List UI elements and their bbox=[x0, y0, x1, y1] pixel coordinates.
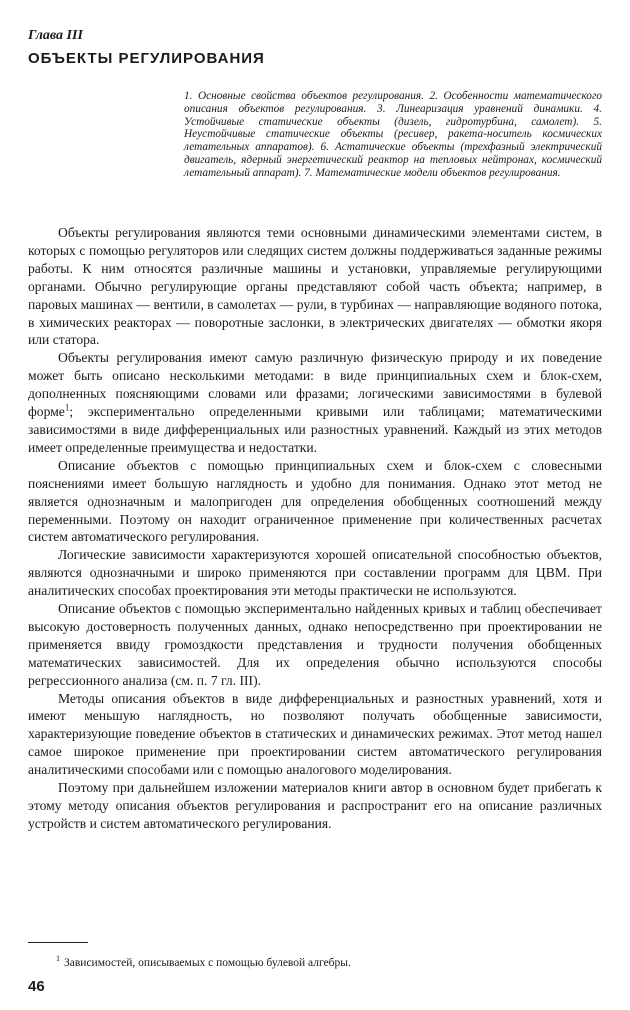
paragraph-4: Логические зависимости характеризуются хорошей описательной способностью объектов, являются однозначными и широко применяются при составлении программ для ЦВМ. При аналитических способах проектирования эти методы практически не используются. bbox=[28, 547, 602, 599]
footnote-reference: 1 bbox=[64, 402, 70, 413]
paragraph-1: Объекты регулирования являются теми основными динамическими элементами систем, в которых с помощью регуляторов или следящих систем должны поддерживаться заданные режимы работы. К ним относятся различные машины и установки, управляемые регулирующими органами. Обычно регулирующие органы представляют собой часть объекта; например, в паровых машинах — вентили, в самолетах — рули, в турбинах — направляющие водяного потока, в химических реакторах — поворотные заслонки, в электрических двигателях — обмотки якоря или статора. bbox=[28, 225, 602, 348]
footnote-mark: 1 bbox=[56, 954, 60, 964]
page-number: 46 bbox=[28, 978, 45, 995]
footnote-divider bbox=[28, 942, 88, 943]
footnote bbox=[56, 954, 596, 969]
paragraph-2-end: ; экспериментально определенными кривыми или таблицами; математическими зависимостями в виде дифференциальных или разностных уравнений. Каждый из этих методов имеет определенные преимущества и недостатки. bbox=[28, 404, 602, 455]
footnote-text: Зависимостей, описываемых с помощью булевой алгебры. bbox=[64, 957, 351, 969]
paragraph-2-start: Объекты регулирования имеют самую различную физическую природу и их поведение может быть описано несколькими методами: в виде принципиальных схем и блок-схем, дополненных поясняющими словами или фразами; логическими зависимостями в булевой форме bbox=[28, 350, 602, 420]
chapter-title: ОБЪЕКТЫ РЕГУЛИРОВАНИЯ bbox=[28, 50, 265, 67]
chapter-contents-abstract: 1. Основные свойства объектов регулирования. 2. Особенности математического описания объектов регулирования. 3. Линеаризация уравнений динамики. 4. Устойчивые статические объекты (дизель, гидротурбина, самолет). 5. Неустойчивые статические объекты (ресивер, ракета-носитель космических летательных аппаратов). 6. Астатические объекты (трехфазный электрический двигатель, ядерный энергетический реактор на тепловых нейтронах, космический летательный аппарат). 7. Математические модели объектов регулирования. bbox=[184, 90, 602, 179]
paragraph-5: Описание объектов с помощью экспериментально найденных кривых и таблиц обеспечивает высокую достоверность полученных данных, однако непосредственно при проектировании не применяется ввиду громоздкости представления и трудности получения обобщенных математических зависимостей. Для их определения обычно используются способы регрессионного анализа (см. п. 7 гл. III). bbox=[28, 601, 602, 688]
paragraph-6: Методы описания объектов в виде дифференциальных и разностных уравнений, хотя и имеют меньшую наглядность, но позволяют получать обобщенные зависимости, характеризующие поведение объектов в статических и динамических режимах. Этот метод нашел самое широкое применение при проектировании систем автоматического регулирования аналитическими способами или с помощью аналогового моделирования. bbox=[28, 690, 602, 778]
main-text bbox=[28, 224, 602, 833]
paragraph-2 bbox=[28, 349, 602, 456]
chapter-label: Глава III bbox=[28, 28, 83, 43]
paragraph-7: Поэтому при дальнейшем изложении материалов книги автор в основном будет прибегать к этому методу описания объектов регулирования и распространит его на описание различных устройств и систем автоматического регулирования. bbox=[28, 780, 602, 831]
paragraph-3: Описание объектов с помощью принципиальных схем и блок-схем с словесными пояснениями имеет большую наглядность и удобно для понимания. Однако этот метод не является однозначным и малопригоден для определения обобщенных соотношений между переменными. Поэтому он находит ограниченное применение при количественных расчетах систем автоматического регулирования. bbox=[28, 457, 602, 545]
